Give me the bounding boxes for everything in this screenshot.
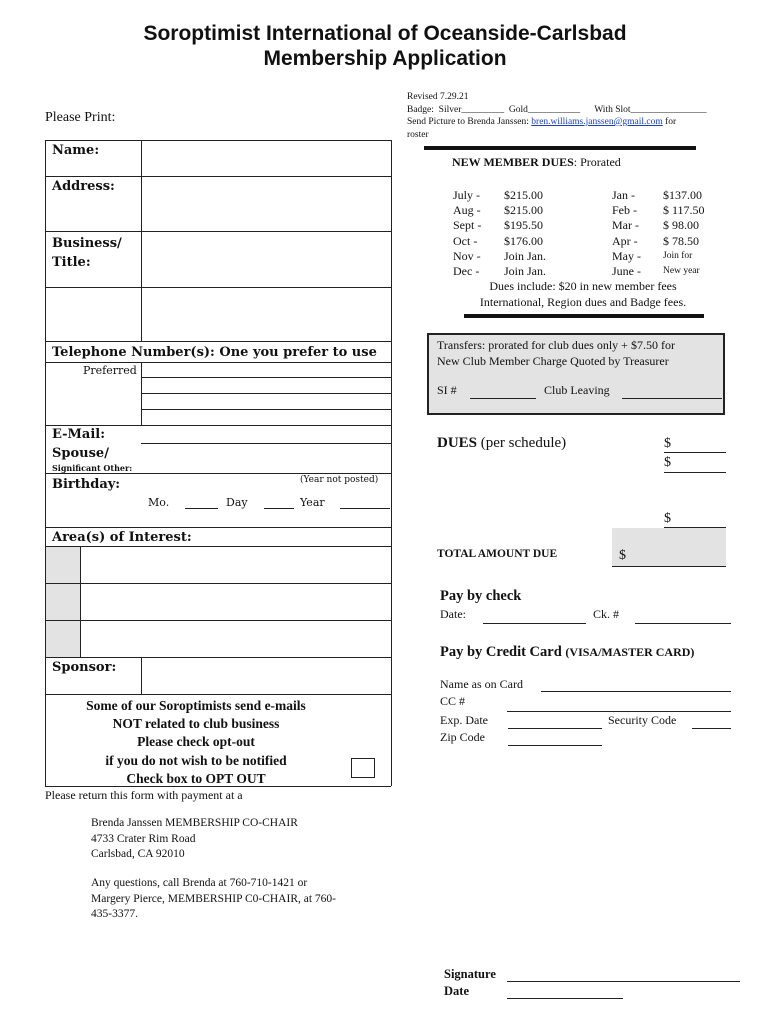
signature-date-label: Date bbox=[444, 984, 469, 998]
dues-right-amounts: $137.00 $ 117.50 $ 98.00 $ 78.50 Join for New year bbox=[663, 188, 705, 277]
revised-date: Revised 7.29.21 bbox=[407, 92, 469, 102]
interest-shade-3 bbox=[46, 621, 80, 657]
dues-heading: NEW MEMBER DUES: Prorated bbox=[452, 155, 621, 169]
transfers-text: Transfers: prorated for club dues only + $7.50 for New Club Member Charge Quoted by Treasurer bbox=[437, 338, 675, 368]
zip-code-field[interactable] bbox=[508, 745, 602, 746]
telephone-label: Telephone Number(s): One you prefer to use bbox=[52, 345, 377, 360]
address-label: Address: bbox=[52, 179, 115, 194]
phone-field-1[interactable] bbox=[143, 363, 389, 376]
year-not-posted-note: (Year not posted) bbox=[300, 475, 379, 485]
month-label: Mo. bbox=[148, 496, 170, 509]
email-label: E-Mail: bbox=[52, 427, 106, 442]
name-on-card-field[interactable] bbox=[541, 691, 731, 692]
year-field[interactable] bbox=[340, 508, 390, 509]
zip-code-label: Zip Code bbox=[440, 730, 485, 744]
interest-field-3[interactable] bbox=[82, 622, 389, 656]
interest-shade-2 bbox=[46, 584, 80, 620]
spouse-label: Spouse/ bbox=[52, 446, 109, 461]
badge-line: Badge: Silver_________ Gold___________ With Slot________________ bbox=[407, 104, 707, 115]
interest-field-2[interactable] bbox=[82, 585, 389, 619]
interest-shade-1 bbox=[46, 547, 80, 583]
year-label: Year bbox=[300, 496, 325, 509]
sponsor-field[interactable] bbox=[143, 659, 389, 692]
optout-checkbox[interactable] bbox=[351, 758, 375, 778]
extra-amount-field[interactable] bbox=[664, 527, 726, 528]
pay-by-card-heading: Pay by Credit Card (VISA/MASTER CARD) bbox=[440, 644, 695, 660]
form-subtitle: Membership Application bbox=[263, 47, 507, 70]
dues-amount-field[interactable] bbox=[664, 452, 726, 453]
please-print: Please Print: bbox=[45, 110, 116, 125]
check-number-label: Ck. # bbox=[593, 607, 620, 621]
total-shade bbox=[612, 528, 726, 566]
form-title: Soroptimist International of Oceanside-Carlsbad bbox=[143, 22, 627, 45]
name-field[interactable] bbox=[143, 142, 389, 174]
dues-note: Dues include: $20 in new member fees International, Region dues and Badge fees. bbox=[479, 279, 687, 309]
mailing-address: Brenda Janssen MEMBERSHIP CO-CHAIR 4733 Crater Rim Road Carlsbad, CA 92010 bbox=[91, 817, 298, 860]
si-number-label: SI # bbox=[437, 383, 457, 397]
check-date-label: Date: bbox=[440, 607, 466, 621]
interest-field-1[interactable] bbox=[82, 548, 389, 582]
optout-notice: Some of our Soroptimists send e-mails NOT related to club business Please check opt-out if you do not wish to be notified Check box to OPT OUT bbox=[86, 698, 306, 786]
pay-by-check-heading: Pay by check bbox=[440, 588, 522, 604]
club-leaving-field[interactable] bbox=[622, 398, 722, 399]
dues-left-months: July - Aug - Sept - Oct - Nov - Dec - bbox=[453, 188, 482, 279]
business-field[interactable] bbox=[143, 233, 389, 285]
dues-right-months: Jan - Feb - Mar - Apr - May - June - bbox=[612, 188, 641, 279]
dues-left-amounts: $215.00 $215.00 $195.50 $176.00 Join Jan. Join Jan. bbox=[504, 188, 546, 279]
cc-number-field[interactable] bbox=[507, 711, 731, 712]
phone-field-3[interactable] bbox=[143, 395, 389, 408]
month-field[interactable] bbox=[185, 508, 218, 509]
cc-number-label: CC # bbox=[440, 694, 466, 708]
club-leaving-label: Club Leaving bbox=[544, 383, 610, 397]
birthday-label: Birthday: bbox=[52, 477, 121, 492]
exp-date-field[interactable] bbox=[508, 728, 602, 729]
name-label: Name: bbox=[52, 143, 100, 158]
header-note bbox=[407, 91, 727, 141]
signature-label: Signature bbox=[444, 967, 496, 981]
day-label: Day bbox=[226, 496, 248, 509]
name-on-card-label: Name as on Card bbox=[440, 677, 523, 691]
security-code-field[interactable] bbox=[692, 728, 731, 729]
phone-field-2[interactable] bbox=[143, 379, 389, 392]
email-link[interactable]: bren.williams.janssen@gmail.com bbox=[531, 117, 663, 127]
dues-bottom-bar bbox=[464, 314, 704, 318]
dues-per-schedule-label: DUES (per schedule) bbox=[437, 435, 567, 451]
significant-other-label: Significant Other: bbox=[52, 463, 133, 473]
check-number-field[interactable] bbox=[635, 623, 731, 624]
exp-date-label: Exp. Date bbox=[440, 713, 488, 727]
spouse-field[interactable] bbox=[143, 446, 389, 471]
sponsor-label: Sponsor: bbox=[52, 660, 117, 675]
total-amount-field[interactable] bbox=[612, 566, 726, 567]
check-date-field[interactable] bbox=[483, 623, 586, 624]
email-field[interactable] bbox=[143, 427, 389, 441]
dues-dollar-3: $ bbox=[664, 511, 671, 526]
business-title-label: Business/ Title: bbox=[52, 236, 122, 270]
interests-label: Area(s) of Interest: bbox=[52, 530, 192, 545]
total-amount-label: TOTAL AMOUNT DUE bbox=[437, 548, 558, 560]
signature-field[interactable] bbox=[507, 981, 740, 982]
dues-top-bar bbox=[424, 146, 696, 150]
preferred-label: Preferred bbox=[83, 364, 137, 377]
dues-amount-field-2[interactable] bbox=[664, 472, 726, 473]
day-field[interactable] bbox=[264, 508, 294, 509]
dues-dollar-2: $ bbox=[664, 455, 671, 470]
return-note: Please return this form with payment at a bbox=[45, 788, 243, 802]
dues-dollar-1: $ bbox=[664, 436, 671, 451]
questions-note: Any questions, call Brenda at 760-710-1421 or Margery Pierce, MEMBERSHIP C0-CHAIR, at 760- 435-3377. bbox=[91, 877, 336, 920]
roster-text: roster bbox=[407, 129, 429, 140]
send-picture-line: Send Picture to Brenda Janssen: bren.williams.janssen@gmail.com for bbox=[407, 117, 677, 127]
signature-date-field[interactable] bbox=[507, 998, 623, 999]
security-code-label: Security Code bbox=[608, 713, 677, 727]
total-dollar: $ bbox=[619, 548, 626, 563]
si-number-field[interactable] bbox=[470, 398, 536, 399]
